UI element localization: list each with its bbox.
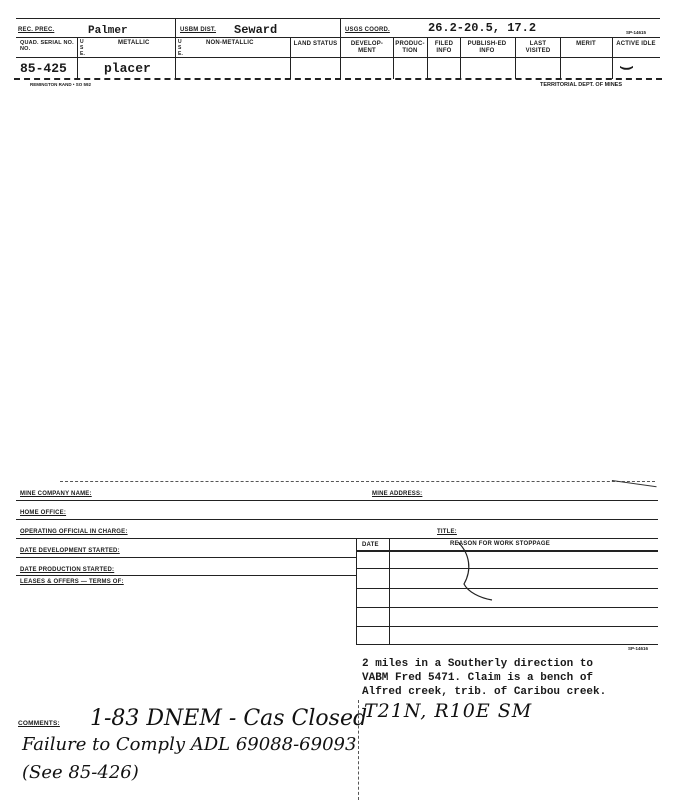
form-number-2: SP-14616 (628, 646, 649, 651)
comments-hand-2: Failure to Comply ADL 69088-69093 (22, 734, 357, 755)
mine-address-label: MINE ADDRESS: (372, 491, 423, 497)
metallic-value: placer (104, 61, 151, 76)
date-prod-label: DATE PRODUCTION STARTED: (20, 567, 115, 573)
active-idle-label: ACTIVE IDLE (616, 41, 656, 47)
serial-value: 85-425 (20, 61, 67, 76)
usgs-coord-value: 26.2-20.5, 17.2 (428, 21, 537, 35)
development-label: DEVELOP-MENT (350, 41, 384, 54)
active-mark: ) (618, 63, 635, 73)
last-visited-label: LAST VISITED (525, 41, 551, 54)
operating-official-label: OPERATING OFFICIAL IN CHARGE: (20, 529, 128, 535)
date-dev-label: DATE DEVELOPMENT STARTED: (20, 548, 120, 554)
nonmetallic-prefix: U S E. (178, 39, 184, 57)
printer-note: REMINGTON RAND • SO 592 (30, 82, 92, 87)
comments-hand-3: (See 85-426) (22, 762, 139, 783)
reason-col-label: REASON FOR WORK STOPPAGE (450, 541, 550, 547)
rec-prec-label: REC. PREC. (18, 27, 55, 33)
nonmetallic-label: NON-METALLIC (206, 40, 254, 46)
remarks-line-3: Alfred creek, trib. of Caribou creek. (362, 686, 607, 698)
home-office-label: HOME OFFICE: (20, 510, 67, 516)
metallic-prefix: U S E. (80, 39, 86, 57)
remarks-block (362, 657, 606, 699)
usgs-coord-label: USGS COORD. (345, 27, 390, 33)
quad-serial-label: QUAD. SERIAL NO. NO. (20, 40, 74, 52)
remarks-line-1: 2 miles in a Southerly direction to (362, 658, 594, 670)
comments-label: COMMENTS: (18, 720, 60, 727)
land-status-label: LAND STATUS (293, 41, 338, 47)
comments-hand-1: 1-83 DNEM - Cas Closed (90, 706, 368, 731)
merit-label: MERIT (576, 41, 596, 47)
handwritten-location: T21N, R10E SM (364, 700, 533, 722)
published-info-label: PUBLISH-ED INFO (467, 41, 507, 54)
dept-note: TERRITORIAL DEPT. OF MINES (540, 82, 622, 88)
usbm-dist-label: USBM DIST. (180, 27, 217, 33)
leases-label: LEASES & OFFERS — TERMS OF: (20, 579, 124, 585)
rec-prec-value: Palmer (88, 25, 128, 37)
filed-info-label: FILED INFO (434, 41, 454, 54)
usbm-dist-value: Seward (234, 23, 278, 37)
hand-drawn-stroke (440, 540, 500, 605)
date-col-label: DATE (362, 542, 379, 548)
metallic-label: METALLIC (118, 40, 150, 46)
mine-company-label: MINE COMPANY NAME: (20, 491, 92, 497)
title-label: TITLE: (437, 529, 457, 535)
remarks-line-2: VABM Fred 5471. Claim is a bench of (362, 672, 594, 684)
production-label: PRODUC-TION (395, 41, 425, 54)
form-number: SP-14615 (626, 30, 647, 35)
